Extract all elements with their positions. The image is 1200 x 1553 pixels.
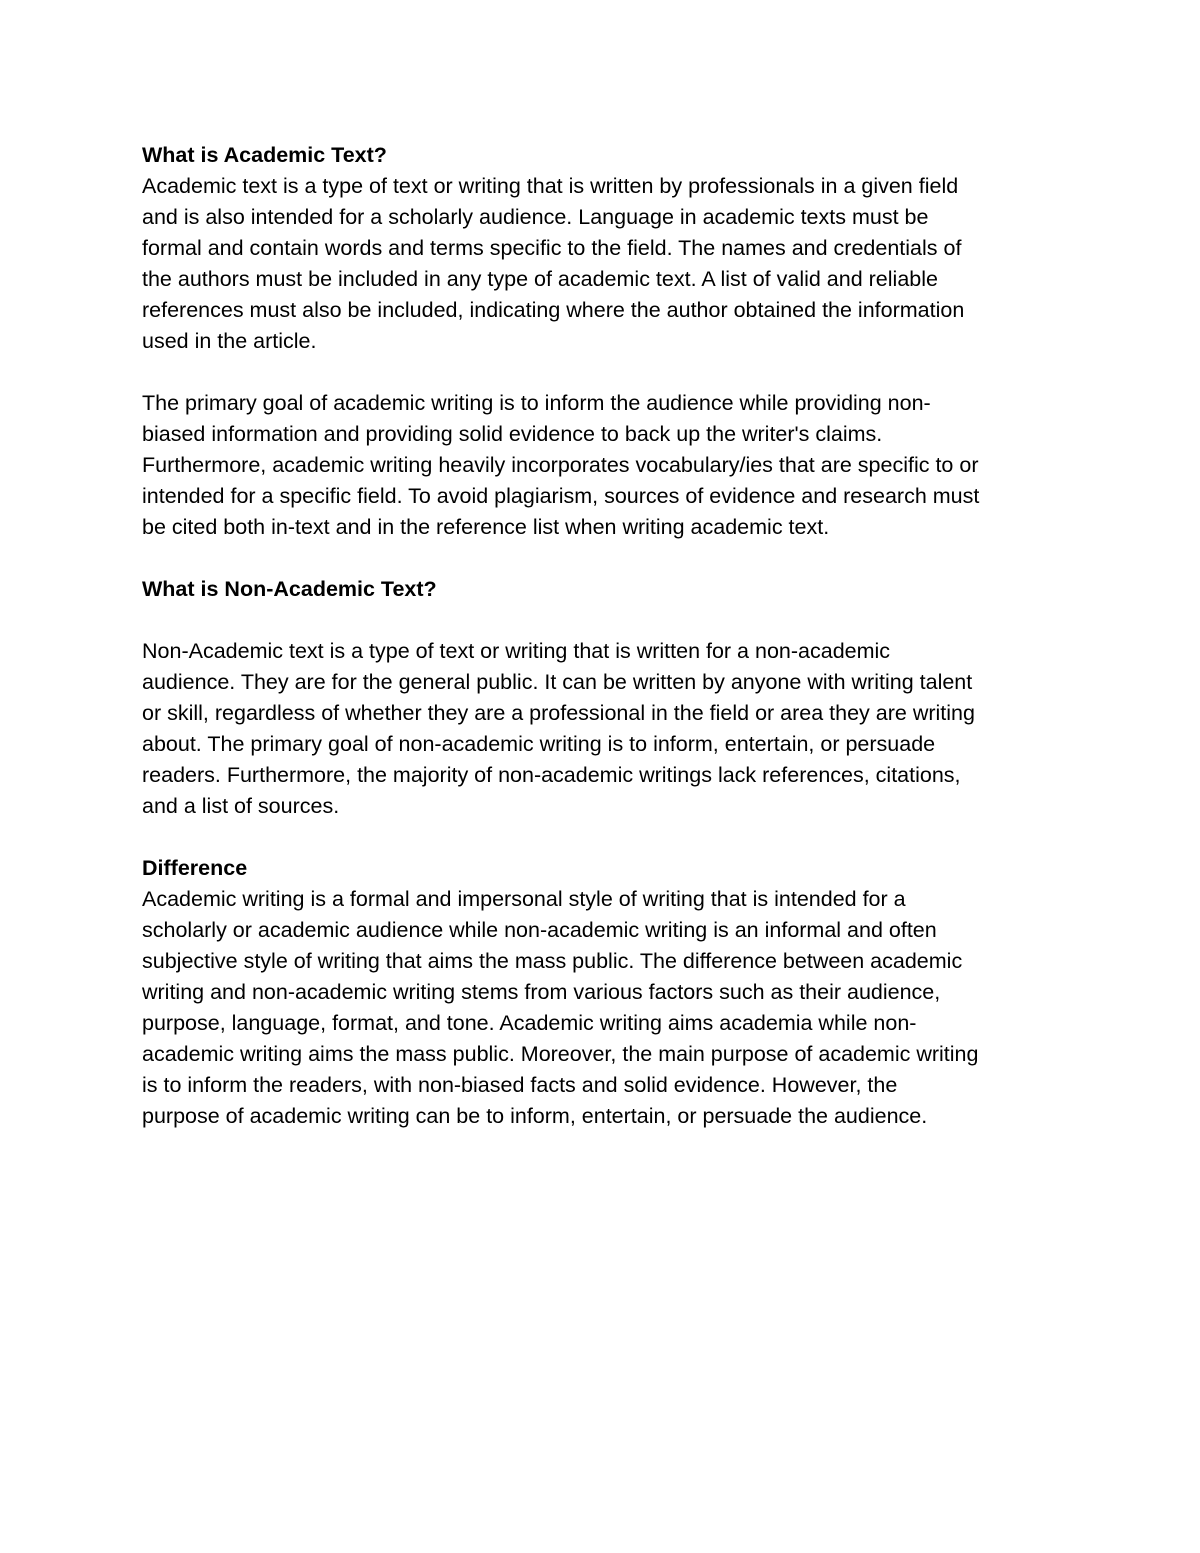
text-line: about. The primary goal of non-academic writing is to inform, entertain, or persuade bbox=[142, 732, 936, 756]
text-line: Furthermore, academic writing heavily incorporates vocabulary/ies that are specific to or bbox=[142, 453, 979, 477]
paragraph-spacer bbox=[142, 605, 1082, 636]
paragraph-academic-goal bbox=[142, 388, 1082, 543]
text-line: audience. They are for the general public. It can be written by anyone with writing talent bbox=[142, 670, 973, 694]
text-line: scholarly or academic audience while non-academic writing is an informal and often bbox=[142, 918, 937, 942]
document-page bbox=[142, 140, 1082, 1132]
section-heading-difference: Difference bbox=[142, 856, 248, 880]
paragraph-difference bbox=[142, 884, 1082, 1132]
text-line: or skill, regardless of whether they are a professional in the field or area they are writing bbox=[142, 701, 975, 725]
text-line: and a list of sources. bbox=[142, 794, 340, 818]
text-line: be cited both in-text and in the reference list when writing academic text. bbox=[142, 515, 830, 539]
paragraph-academic-definition bbox=[142, 171, 1082, 357]
text-line: writing and non-academic writing stems from various factors such as their audience, bbox=[142, 980, 941, 1004]
text-line: purpose, language, format, and tone. Academic writing aims academia while non- bbox=[142, 1011, 917, 1035]
paragraph-spacer bbox=[142, 822, 1082, 853]
text-line: Academic text is a type of text or writing that is written by professionals in a given field bbox=[142, 174, 959, 198]
text-line: the authors must be included in any type of academic text. A list of valid and reliable bbox=[142, 267, 938, 291]
text-line: references must also be included, indicating where the author obtained the information bbox=[142, 298, 965, 322]
text-line: The primary goal of academic writing is to inform the audience while providing non- bbox=[142, 391, 931, 415]
paragraph-spacer bbox=[142, 543, 1082, 574]
text-line: used in the article. bbox=[142, 329, 317, 353]
text-line: readers. Furthermore, the majority of non-academic writings lack references, citations, bbox=[142, 763, 961, 787]
text-line: subjective style of writing that aims the mass public. The difference between academic bbox=[142, 949, 963, 973]
text-line: purpose of academic writing can be to inform, entertain, or persuade the audience. bbox=[142, 1104, 928, 1128]
text-line: Academic writing is a formal and impersonal style of writing that is intended for a bbox=[142, 887, 906, 911]
text-line: biased information and providing solid evidence to back up the writer's claims. bbox=[142, 422, 883, 446]
text-line: is to inform the readers, with non-biased facts and solid evidence. However, the bbox=[142, 1073, 898, 1097]
section-heading-academic-text: What is Academic Text? bbox=[142, 143, 387, 167]
text-line: Non-Academic text is a type of text or writing that is written for a non-academic bbox=[142, 639, 891, 663]
paragraph-spacer bbox=[142, 357, 1082, 388]
section-heading-non-academic-text: What is Non-Academic Text? bbox=[142, 577, 437, 601]
text-line: formal and contain words and terms specific to the field. The names and credentials of bbox=[142, 236, 962, 260]
paragraph-non-academic-definition bbox=[142, 636, 1082, 822]
text-line: intended for a specific field. To avoid plagiarism, sources of evidence and research must bbox=[142, 484, 980, 508]
text-line: and is also intended for a scholarly audience. Language in academic texts must be bbox=[142, 205, 929, 229]
text-line: academic writing aims the mass public. Moreover, the main purpose of academic writing bbox=[142, 1042, 979, 1066]
